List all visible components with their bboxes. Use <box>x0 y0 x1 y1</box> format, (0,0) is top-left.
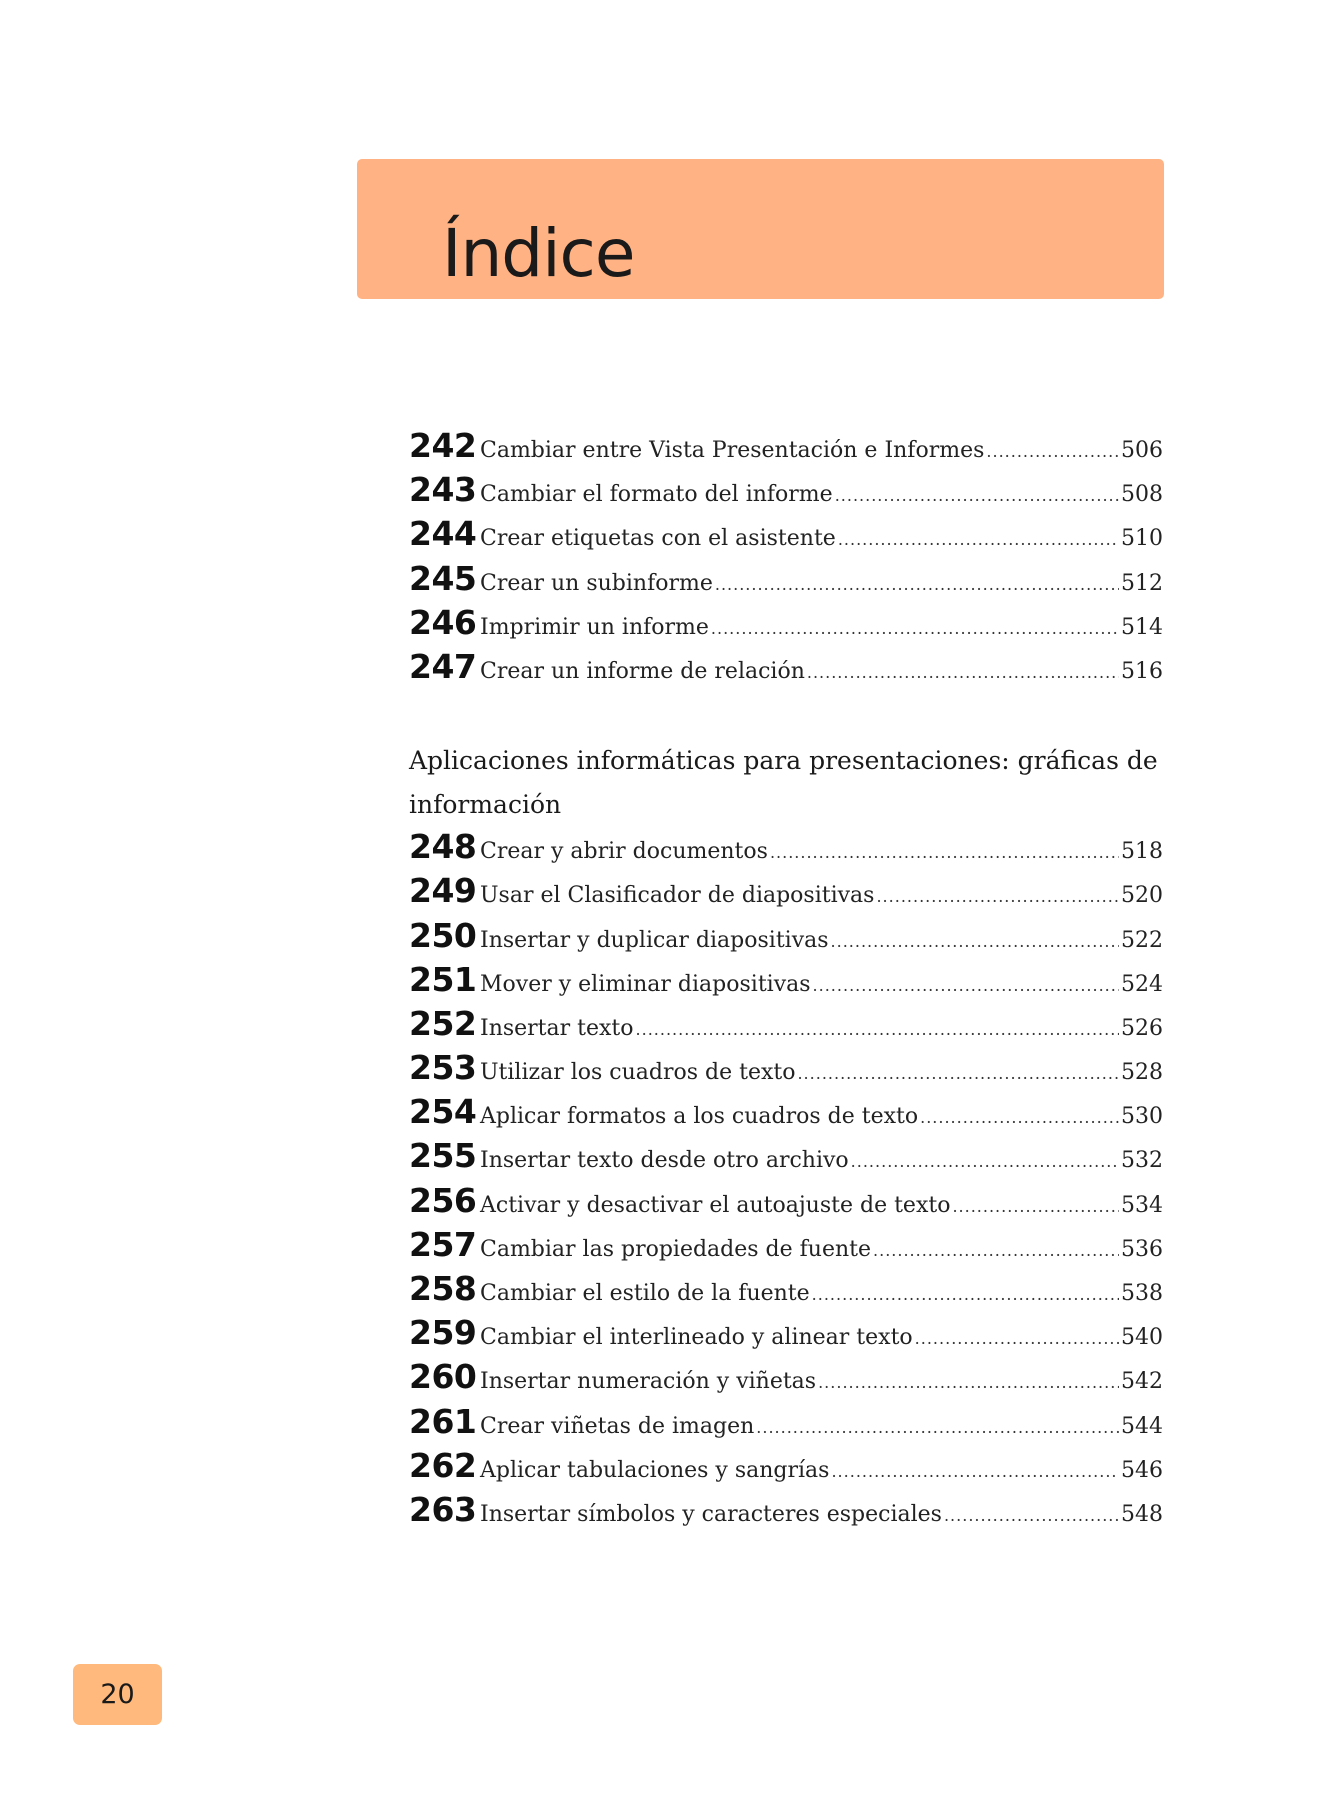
entry-page: 540 <box>1121 1325 1163 1351</box>
entry-number: 246 <box>409 602 477 642</box>
toc-entry[interactable] <box>409 1225 1163 1269</box>
entry-number: 260 <box>409 1357 477 1397</box>
toc-entry[interactable] <box>409 1181 1163 1225</box>
entry-page: 534 <box>1121 1192 1163 1218</box>
dot-leader <box>986 442 1119 461</box>
dot-leader <box>797 1064 1119 1083</box>
entry-number: 249 <box>409 871 477 911</box>
toc-entry[interactable] <box>409 827 1163 871</box>
toc-entry[interactable] <box>409 1402 1163 1446</box>
dot-leader <box>770 843 1119 862</box>
entry-title: Crear un informe de relación <box>480 658 805 684</box>
entry-page: 546 <box>1121 1457 1163 1483</box>
entry-number: 257 <box>409 1224 477 1264</box>
toc-entry[interactable] <box>409 871 1163 915</box>
entry-page: 542 <box>1121 1369 1163 1395</box>
dot-leader <box>851 1152 1119 1171</box>
dot-leader <box>876 887 1119 906</box>
entry-number: 248 <box>409 827 477 867</box>
header-band <box>357 159 1164 299</box>
entry-title: Insertar texto desde otro archivo <box>480 1148 849 1174</box>
entry-page: 536 <box>1121 1236 1163 1262</box>
entry-number: 250 <box>409 915 477 955</box>
entry-number: 253 <box>409 1048 477 1088</box>
dot-leader <box>831 932 1119 951</box>
toc-entry[interactable] <box>409 1490 1163 1534</box>
entry-page: 512 <box>1121 570 1163 596</box>
dot-leader <box>813 976 1119 995</box>
entry-title: Insertar numeración y viñetas <box>480 1369 817 1395</box>
entry-title: Crear y abrir documentos <box>480 839 768 865</box>
page-title: Índice <box>442 215 635 292</box>
entry-page: 532 <box>1121 1148 1163 1174</box>
toc-section-reports <box>409 426 1163 691</box>
entry-title: Activar y desactivar el autoajuste de texto <box>480 1192 951 1218</box>
dot-leader <box>920 1108 1119 1127</box>
entry-title: Mover y eliminar diapositivas <box>480 971 811 997</box>
toc-entry[interactable] <box>409 426 1163 470</box>
page-number: 20 <box>100 1679 135 1710</box>
dot-leader <box>807 663 1119 682</box>
entry-number: 252 <box>409 1003 477 1043</box>
entry-number: 259 <box>409 1313 477 1353</box>
entry-number: 247 <box>409 646 477 686</box>
dot-leader <box>873 1241 1119 1260</box>
section-heading: Aplicaciones informáticas para presentaciones: gráficas de información <box>409 746 1158 820</box>
toc-entry[interactable] <box>409 603 1163 647</box>
entry-title: Insertar y duplicar diapositivas <box>480 927 829 953</box>
dot-leader <box>952 1197 1119 1216</box>
entry-number: 263 <box>409 1489 477 1529</box>
entry-page: 508 <box>1121 482 1163 508</box>
entry-title: Aplicar tabulaciones y sangrías <box>480 1457 830 1483</box>
toc-entry[interactable] <box>409 1092 1163 1136</box>
toc-entry[interactable] <box>409 960 1163 1004</box>
toc-entry[interactable] <box>409 1136 1163 1180</box>
entry-title: Aplicar formatos a los cuadros de texto <box>480 1104 919 1130</box>
entry-title: Cambiar el estilo de la fuente <box>480 1281 810 1306</box>
toc-section-presentations <box>409 827 1163 1534</box>
dot-leader <box>636 1020 1119 1039</box>
entry-page: 538 <box>1121 1281 1163 1306</box>
entry-title: Cambiar entre Vista Presentación e Informes <box>480 438 985 463</box>
entry-page: 548 <box>1121 1501 1163 1527</box>
entry-title: Usar el Clasificador de diapositivas <box>480 883 875 909</box>
dot-leader <box>915 1329 1119 1348</box>
entry-page: 520 <box>1121 883 1163 909</box>
page-number-badge <box>73 1664 162 1725</box>
toc-entry[interactable] <box>409 1313 1163 1357</box>
entry-number: 254 <box>409 1092 477 1132</box>
entry-title: Imprimir un informe <box>480 614 709 640</box>
entry-page: 514 <box>1121 614 1163 640</box>
entry-title: Utilizar los cuadros de texto <box>480 1060 796 1086</box>
entry-title: Insertar símbolos y caracteres especiales <box>480 1501 942 1527</box>
entry-title: Crear etiquetas con el asistente <box>480 526 836 552</box>
toc-entry[interactable] <box>409 514 1163 558</box>
entry-number: 242 <box>409 426 477 465</box>
entry-page: 526 <box>1121 1015 1163 1041</box>
entry-page: 516 <box>1121 658 1163 684</box>
toc-entry[interactable] <box>409 1004 1163 1048</box>
toc-entry[interactable] <box>409 559 1163 603</box>
entry-number: 258 <box>409 1269 477 1308</box>
entry-page: 506 <box>1121 438 1163 463</box>
entry-title: Crear viñetas de imagen <box>480 1413 755 1439</box>
toc-entry[interactable] <box>409 916 1163 960</box>
dot-leader <box>831 1462 1119 1481</box>
entry-title: Cambiar el interlineado y alinear texto <box>480 1325 913 1351</box>
toc-entry[interactable] <box>409 1446 1163 1490</box>
dot-leader <box>835 486 1119 505</box>
entry-page: 522 <box>1121 927 1163 953</box>
entry-number: 256 <box>409 1180 477 1220</box>
entry-number: 261 <box>409 1401 477 1441</box>
entry-number: 255 <box>409 1136 477 1176</box>
entry-page: 528 <box>1121 1060 1163 1086</box>
entry-number: 243 <box>409 470 477 510</box>
entry-number: 244 <box>409 514 477 554</box>
dot-leader <box>756 1418 1119 1437</box>
dot-leader <box>818 1373 1119 1392</box>
toc-entry[interactable] <box>409 1269 1163 1313</box>
entry-page: 544 <box>1121 1413 1163 1439</box>
toc-entry[interactable] <box>409 1048 1163 1092</box>
entry-title: Crear un subinforme <box>480 570 713 596</box>
entry-number: 251 <box>409 959 477 999</box>
toc-entry[interactable] <box>409 470 1163 514</box>
dot-leader <box>812 1285 1119 1304</box>
entry-title: Cambiar el formato del informe <box>480 482 833 508</box>
dot-leader <box>711 619 1119 638</box>
entry-number: 262 <box>409 1445 477 1485</box>
toc-entry[interactable] <box>409 1357 1163 1401</box>
table-of-contents <box>409 426 1163 1534</box>
dot-leader <box>715 575 1119 594</box>
entry-page: 530 <box>1121 1104 1163 1130</box>
entry-page: 518 <box>1121 839 1163 865</box>
dot-leader <box>838 530 1119 549</box>
entry-page: 510 <box>1121 526 1163 552</box>
entry-page: 524 <box>1121 971 1163 997</box>
entry-title: Cambiar las propiedades de fuente <box>480 1236 872 1262</box>
entry-number: 245 <box>409 558 477 598</box>
toc-entry[interactable] <box>409 647 1163 691</box>
entry-title: Insertar texto <box>480 1015 634 1041</box>
dot-leader <box>944 1506 1119 1525</box>
